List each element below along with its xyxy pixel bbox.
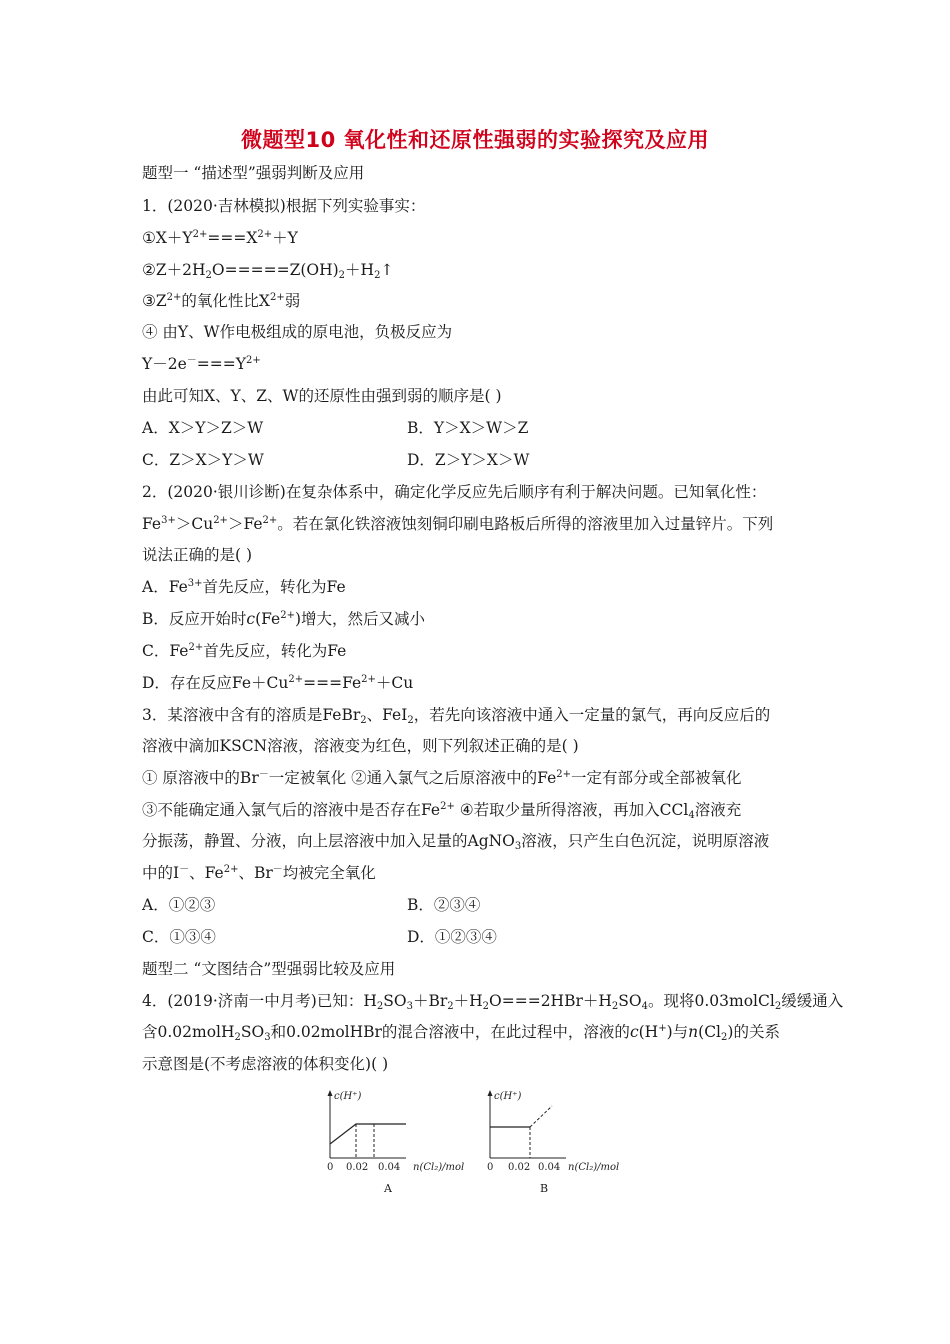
q1-stem: 1．(2020·吉林模拟)根据下列实验事实：	[142, 197, 426, 215]
q3-option-b[interactable]: B．②③④	[407, 896, 481, 914]
graph-b[interactable]	[478, 1084, 638, 1198]
graph-b-y-arrow-icon	[488, 1090, 493, 1096]
graph-a-tick-2: 0.04	[378, 1162, 401, 1173]
q3-stem-line-2: 溶液中滴加KSCN溶液，溶液变为红色，则下列叙述正确的是( )	[142, 737, 579, 755]
graph-b-y-label: c(H⁺)	[494, 1091, 522, 1102]
q1-fact-1: $①X+Y^{2+}===X^{2+}+Y$	[142, 229, 298, 247]
q2-stem-line-1: 2．(2020·银川诊断)在复杂体系中，确定化学反应先后顺序有利于解决问题。已知氧化性：	[142, 483, 767, 501]
q2-option-c[interactable]: C．$Fe^{2+}$首先反应，转化为Fe	[142, 642, 347, 660]
q2-stem-line-2: $Fe^{3+}>Cu^{2+}>Fe^{2+}$。若在氯化铁溶液蚀刻铜印刷电路板后所得的溶液里加入过量锌片。下列	[142, 515, 774, 533]
q3-statement-line-4: 中的I－、$Fe^{2+}$、Br－均被完全氧化	[142, 864, 376, 882]
q1-fact-2: $②Z+2H_2O=====Z(OH)_2+H_2↑$	[142, 261, 394, 281]
q1-option-b[interactable]: B．Y＞X＞W＞Z	[407, 419, 529, 437]
graph-b-x-label: n(Cl₂)/mol	[568, 1162, 620, 1173]
graph-a-y-label: c(H⁺)	[334, 1091, 362, 1102]
graph-b-tick-1: 0.02	[508, 1162, 531, 1173]
q2-stem-line-3: 说法正确的是( )	[142, 546, 253, 564]
q1-option-c[interactable]: C．Z＞X＞Y＞W	[142, 451, 264, 469]
graph-a-x-label: n(Cl₂)/mol	[413, 1162, 465, 1173]
q3-statement-line-2: ③不能确定通入氯气后的溶液中是否存在$Fe^{2+}$ ④若取少量所得溶液，再加入CCl$_4$溶液充	[142, 801, 742, 821]
q4-stem-line-3: 示意图是(不考虑溶液的体积变化)( )	[142, 1055, 389, 1073]
q3-statement-line-1: ① 原溶液中的Br－一定被氧化 ②通入氯气之后原溶液中的$Fe^{2+}$一定有部分或全部被氧化	[142, 769, 742, 787]
graph-a[interactable]	[318, 1084, 478, 1198]
q3-option-a[interactable]: A．①②③	[142, 896, 216, 914]
q1-fact-4-equation: $Y-2e^-===Y^{2+}$	[142, 355, 261, 373]
page-title: 微题型10 氧化性和还原性强弱的实验探究及应用	[240, 128, 710, 152]
graph-a-origin: 0	[327, 1162, 334, 1173]
section-heading-2: 题型二 “文图结合”型强弱比较及应用	[142, 960, 396, 978]
q2-option-d[interactable]: D．存在反应$Fe+Cu^{2+}===Fe^{2+}+Cu$	[142, 674, 414, 692]
q3-option-d[interactable]: D．①②③④	[407, 928, 497, 946]
q1-fact-3: $③Z^{2+}$的氧化性比$X^{2+}$弱	[142, 292, 301, 310]
q3-statement-line-3: 分振荡，静置、分液，向上层溶液中加入足量的AgNO$_3$溶液，只产生白色沉淀，说明原溶液	[142, 832, 770, 852]
graph-b-label: B	[540, 1182, 549, 1195]
graph-a-y-arrow-icon	[328, 1090, 333, 1096]
graph-b-tick-2: 0.04	[538, 1162, 561, 1173]
graph-a-curve	[330, 1124, 406, 1144]
q1-option-d[interactable]: D．Z＞Y＞X＞W	[407, 451, 530, 469]
q1-option-a[interactable]: A．X＞Y＞Z＞W	[142, 419, 264, 437]
q2-option-b[interactable]: B．反应开始时$c(Fe^{2+})$增大，然后又减小	[142, 610, 426, 628]
q1-fact-4: ④ 由Y、W作电极组成的原电池，负极反应为	[142, 323, 453, 341]
q1-question: 由此可知X、Y、Z、W的还原性由强到弱的顺序是( )	[142, 387, 502, 405]
section-heading-1: 题型一 “描述型”强弱判断及应用	[142, 164, 365, 182]
graph-b-curve-rise	[530, 1106, 552, 1127]
q4-stem-line-1: 4．(2019·济南一中月考)已知：$H_2SO_3+Br_2+H_2O===2HBr+H_2SO_4$。现将0.03molCl$_2$缓缓通入	[142, 992, 844, 1012]
graph-b-origin: 0	[487, 1162, 494, 1173]
q3-option-c[interactable]: C．①③④	[142, 928, 216, 946]
graph-a-tick-1: 0.02	[346, 1162, 369, 1173]
graph-a-label: A	[384, 1182, 392, 1195]
q2-option-a[interactable]: A．$Fe^{3+}$首先反应，转化为Fe	[142, 578, 346, 596]
q3-stem-line-1: 3．某溶液中含有的溶质是FeBr$_2$、FeI$_2$，若先向该溶液中通入一定量的氯气，再向反应后的	[142, 706, 771, 726]
q4-stem-line-2: 含$0.02molH_2SO_3$和0.02molHBr的混合溶液中，在此过程中，溶液的c(H+)与$n(Cl_2)$的关系	[142, 1023, 780, 1043]
